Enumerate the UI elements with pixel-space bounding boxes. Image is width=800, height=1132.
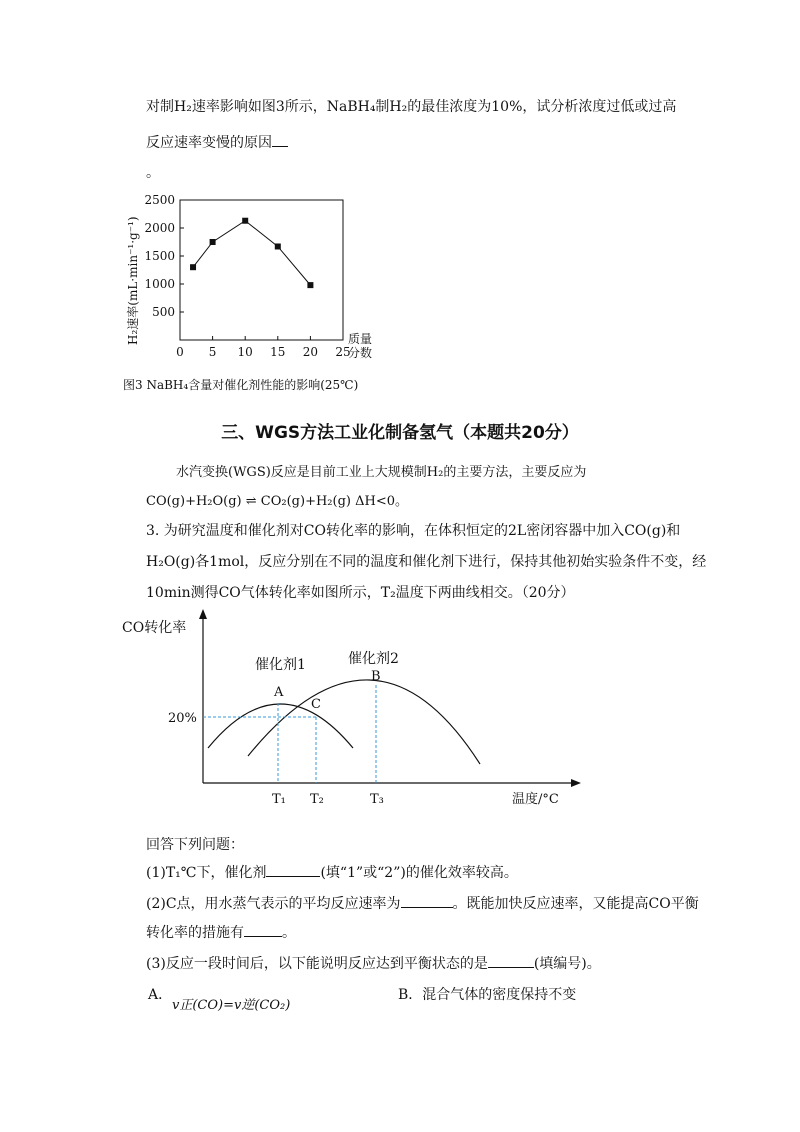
catalyst-2-label: 催化剂2 — [348, 651, 399, 667]
catalyst-1-label: 催化剂1 — [255, 657, 306, 673]
x-tick-label: 15 — [270, 345, 286, 359]
question-3-line-3: 10min测得CO气体转化率如图所示，T₂温度下两曲线相交。（20分） — [146, 585, 575, 601]
x-tick-label: 20 — [302, 345, 319, 359]
question-1-suffix: (填“1”或“2”)的催化效率较高。 — [320, 865, 518, 881]
y-tick-label: 2500 — [144, 193, 175, 207]
y-tick-label: 1500 — [144, 249, 175, 263]
chart-y-label: CO转化率 — [122, 620, 187, 636]
question-2-end: 。 — [282, 925, 296, 941]
y-axis-label: H₂速率(mL·min⁻¹·g⁻¹) — [126, 216, 140, 345]
section-para-1: 水汽变换(WGS)反应是目前工业上大规模制H₂的主要方法，主要反应为 — [176, 465, 587, 480]
question-2 — [146, 893, 699, 913]
data-point — [242, 218, 248, 224]
series-line — [193, 221, 310, 285]
question-1 — [146, 862, 518, 882]
question-3 — [146, 953, 601, 973]
question-2-blank-2[interactable] — [244, 922, 282, 937]
option-A-formula: v正(CO)=v逆(CO₂) — [172, 998, 291, 1013]
intro-line-2-text: 反应速率变慢的原因 — [146, 135, 272, 151]
question-1-blank[interactable] — [266, 862, 320, 877]
x-axis-arrow — [571, 779, 581, 787]
reaction-equation: CO(g)+H₂O(g) ⇌ CO₂(g)+H₂(g) ΔH<0。 — [146, 494, 408, 509]
question-3-line-1: 3. 为研究温度和催化剂对CO转化率的影响，在体积恒定的2L密闭容器中加入CO(g)和 — [146, 523, 681, 539]
data-point — [210, 239, 216, 245]
data-point — [190, 264, 196, 270]
chart-x-label: 温度/°C — [512, 792, 559, 807]
y-tick-label: 500 — [152, 305, 175, 319]
option-A-label: A． — [148, 987, 173, 1003]
question-2-blank-1[interactable] — [401, 893, 453, 908]
point-B-label: B — [371, 669, 381, 684]
figure-3-chart — [120, 185, 380, 400]
intro-line-3: 。 — [146, 165, 160, 181]
intro-line-2 — [146, 132, 288, 152]
figure-3-caption: 图3 NaBH₄含量对催化剂性能的影响(25℃) — [123, 378, 359, 392]
question-3-line-2: H₂O(g)各1mol，反应分别在不同的温度和催化剂下进行，保持其他初始实验条件不变，经 — [146, 554, 707, 570]
x-axis-label-2: 分数 — [348, 346, 373, 360]
question-2-prefix: (2)C点，用水蒸气表示的平均反应速率为 — [146, 896, 401, 912]
catalyst-1-curve — [208, 704, 353, 748]
y-axis-arrow — [199, 609, 207, 619]
question-3-blank[interactable] — [488, 953, 534, 968]
x-tick-label: 25 — [335, 345, 351, 359]
T2-label: T₂ — [310, 792, 324, 807]
section-title: 三、WGS方法工业化制备氢气（本题共20分） — [221, 423, 579, 443]
question-2-continued — [146, 922, 296, 942]
question-1-prefix: (1)T₁℃下，催化剂 — [146, 865, 267, 881]
question-2-measures: 转化率的措施有 — [146, 925, 244, 941]
data-point — [307, 282, 313, 288]
intro-line-1: 对制H₂速率影响如图3所示，NaBH₄制H₂的最佳浓度为10%，试分析浓度过低或过高 — [146, 99, 677, 115]
question-3-prefix: (3)反应一段时间后，以下能说明反应达到平衡状态的是 — [146, 956, 488, 972]
questions-intro: 回答下列问题： — [146, 837, 244, 853]
point-C-label: C — [311, 697, 321, 712]
answer-blank[interactable] — [272, 132, 288, 147]
y-20-percent-label: 20% — [168, 711, 197, 726]
plot-frame — [180, 200, 343, 340]
question-3-suffix: (填编号)。 — [533, 956, 601, 972]
option-B: B．混合气体的密度保持不变 — [398, 987, 577, 1003]
y-tick-label: 1000 — [144, 277, 175, 291]
x-tick-label: 5 — [208, 345, 217, 359]
point-A-label: A — [274, 685, 284, 700]
co-conversion-chart — [120, 605, 590, 820]
question-2-middle: 。既能加快反应速率，又能提高CO平衡 — [452, 896, 699, 912]
x-tick-label: 0 — [176, 345, 184, 359]
data-point — [275, 243, 281, 249]
x-axis-label-1: 质量 — [348, 332, 373, 346]
T3-label: T₃ — [370, 792, 384, 807]
x-tick-label: 10 — [237, 345, 253, 359]
y-tick-label: 2000 — [144, 221, 175, 235]
T1-label: T₁ — [272, 792, 286, 807]
